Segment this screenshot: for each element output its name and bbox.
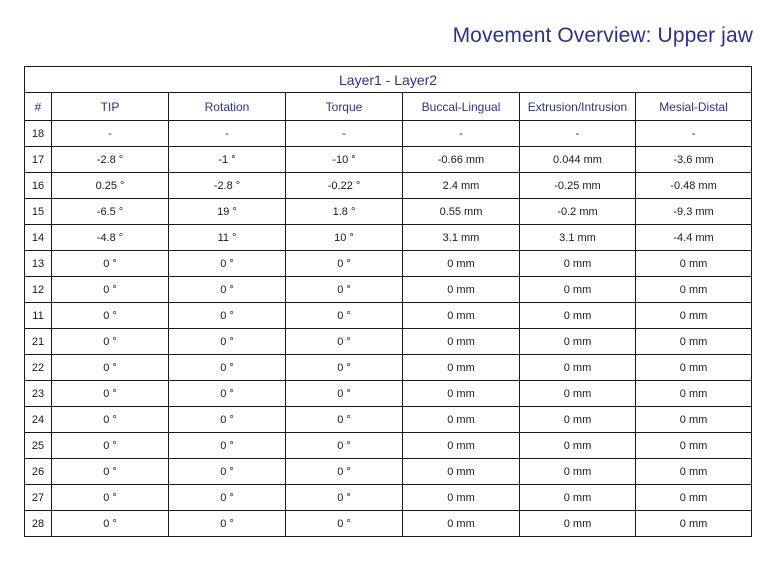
tip-cell: 0 ° xyxy=(52,407,169,433)
rotation-cell: 0 ° xyxy=(169,355,286,381)
torque-cell: 0 ° xyxy=(286,459,403,485)
tooth-number-cell: 14 xyxy=(25,225,52,251)
mesial-distal-cell: 0 mm xyxy=(636,355,752,381)
extrusion-intrusion-cell: 0 mm xyxy=(520,459,636,485)
buccal-lingual-cell: 0 mm xyxy=(403,303,520,329)
extrusion-intrusion-cell: 0 mm xyxy=(520,303,636,329)
tip-cell: 0 ° xyxy=(52,329,169,355)
rotation-cell: 0 ° xyxy=(169,303,286,329)
rotation-cell: 0 ° xyxy=(169,511,286,537)
mesial-distal-cell: 0 mm xyxy=(636,459,752,485)
tooth-number-cell: 21 xyxy=(25,329,52,355)
layer-title: Layer1 - Layer2 xyxy=(25,67,752,93)
buccal-lingual-cell: -0.66 mm xyxy=(403,147,520,173)
tooth-number-cell: 17 xyxy=(25,147,52,173)
extrusion-intrusion-cell: 0 mm xyxy=(520,355,636,381)
rotation-cell: 11 ° xyxy=(169,225,286,251)
column-header-torque: Torque xyxy=(286,93,403,121)
buccal-lingual-cell: - xyxy=(403,121,520,147)
rotation-cell: 0 ° xyxy=(169,407,286,433)
rotation-cell: -1 ° xyxy=(169,147,286,173)
tooth-number-cell: 15 xyxy=(25,199,52,225)
buccal-lingual-cell: 0 mm xyxy=(403,381,520,407)
column-header-rotation: Rotation xyxy=(169,93,286,121)
torque-cell: 10 ° xyxy=(286,225,403,251)
tip-cell: 0 ° xyxy=(52,511,169,537)
column-header-mesial-distal: Mesial-Distal xyxy=(636,93,752,121)
torque-cell: 0 ° xyxy=(286,381,403,407)
table-row xyxy=(25,147,752,173)
tooth-number-cell: 13 xyxy=(25,251,52,277)
torque-cell: 1.8 ° xyxy=(286,199,403,225)
tip-cell: 0.25 ° xyxy=(52,173,169,199)
tooth-number-cell: 16 xyxy=(25,173,52,199)
table-row xyxy=(25,485,752,511)
mesial-distal-cell: 0 mm xyxy=(636,511,752,537)
rotation-cell: 19 ° xyxy=(169,199,286,225)
table-row xyxy=(25,121,752,147)
extrusion-intrusion-cell: 0 mm xyxy=(520,433,636,459)
table-row xyxy=(25,173,752,199)
tooth-number-cell: 23 xyxy=(25,381,52,407)
tooth-number-cell: 12 xyxy=(25,277,52,303)
rotation-cell: 0 ° xyxy=(169,329,286,355)
table-row xyxy=(25,225,752,251)
table-row xyxy=(25,433,752,459)
page-title: Movement Overview: Upper jaw xyxy=(452,24,753,47)
extrusion-intrusion-cell: 0 mm xyxy=(520,277,636,303)
mesial-distal-cell: - xyxy=(636,121,752,147)
table-row xyxy=(25,355,752,381)
table-row xyxy=(25,381,752,407)
table-row xyxy=(25,511,752,537)
extrusion-intrusion-cell: 0 mm xyxy=(520,511,636,537)
extrusion-intrusion-cell: 0 mm xyxy=(520,251,636,277)
table-row xyxy=(25,303,752,329)
torque-cell: -0.22 ° xyxy=(286,173,403,199)
rotation-cell: 0 ° xyxy=(169,381,286,407)
torque-cell: 0 ° xyxy=(286,485,403,511)
tooth-number-cell: 22 xyxy=(25,355,52,381)
torque-cell: 0 ° xyxy=(286,511,403,537)
tooth-number-cell: 24 xyxy=(25,407,52,433)
column-header-row xyxy=(25,93,752,121)
tooth-number-cell: 26 xyxy=(25,459,52,485)
torque-cell: 0 ° xyxy=(286,277,403,303)
torque-cell: 0 ° xyxy=(286,433,403,459)
rotation-cell: - xyxy=(169,121,286,147)
mesial-distal-cell: -9.3 mm xyxy=(636,199,752,225)
table-row xyxy=(25,199,752,225)
buccal-lingual-cell: 0 mm xyxy=(403,277,520,303)
tip-cell: 0 ° xyxy=(52,433,169,459)
mesial-distal-cell: 0 mm xyxy=(636,381,752,407)
rotation-cell: -2.8 ° xyxy=(169,173,286,199)
buccal-lingual-cell: 0 mm xyxy=(403,251,520,277)
extrusion-intrusion-cell: 3.1 mm xyxy=(520,225,636,251)
table-row xyxy=(25,407,752,433)
torque-cell: 0 ° xyxy=(286,329,403,355)
extrusion-intrusion-cell: 0.044 mm xyxy=(520,147,636,173)
torque-cell: -10 ° xyxy=(286,147,403,173)
torque-cell: - xyxy=(286,121,403,147)
extrusion-intrusion-cell: 0 mm xyxy=(520,381,636,407)
tip-cell: 0 ° xyxy=(52,251,169,277)
mesial-distal-cell: 0 mm xyxy=(636,277,752,303)
column-header-number: # xyxy=(25,93,52,121)
tooth-number-cell: 28 xyxy=(25,511,52,537)
tip-cell: - xyxy=(52,121,169,147)
buccal-lingual-cell: 0 mm xyxy=(403,355,520,381)
extrusion-intrusion-cell: -0.2 mm xyxy=(520,199,636,225)
table-body xyxy=(25,121,752,537)
mesial-distal-cell: 0 mm xyxy=(636,485,752,511)
torque-cell: 0 ° xyxy=(286,407,403,433)
buccal-lingual-cell: 0 mm xyxy=(403,329,520,355)
table-row xyxy=(25,251,752,277)
rotation-cell: 0 ° xyxy=(169,277,286,303)
column-header-extrusion-intrusion: Extrusion/Intrusion xyxy=(520,93,636,121)
buccal-lingual-cell: 2.4 mm xyxy=(403,173,520,199)
torque-cell: 0 ° xyxy=(286,251,403,277)
tip-cell: 0 ° xyxy=(52,355,169,381)
buccal-lingual-cell: 0.55 mm xyxy=(403,199,520,225)
movement-table xyxy=(24,66,752,537)
column-header-tip: TIP xyxy=(52,93,169,121)
tip-cell: 0 ° xyxy=(52,303,169,329)
column-header-buccal-lingual: Buccal-Lingual xyxy=(403,93,520,121)
buccal-lingual-cell: 0 mm xyxy=(403,459,520,485)
table-row xyxy=(25,459,752,485)
buccal-lingual-cell: 0 mm xyxy=(403,511,520,537)
mesial-distal-cell: 0 mm xyxy=(636,407,752,433)
tip-cell: -2.8 ° xyxy=(52,147,169,173)
mesial-distal-cell: 0 mm xyxy=(636,251,752,277)
torque-cell: 0 ° xyxy=(286,355,403,381)
torque-cell: 0 ° xyxy=(286,303,403,329)
tip-cell: -4.8 ° xyxy=(52,225,169,251)
tooth-number-cell: 25 xyxy=(25,433,52,459)
tip-cell: 0 ° xyxy=(52,459,169,485)
rotation-cell: 0 ° xyxy=(169,251,286,277)
extrusion-intrusion-cell: 0 mm xyxy=(520,329,636,355)
extrusion-intrusion-cell: 0 mm xyxy=(520,407,636,433)
extrusion-intrusion-cell: - xyxy=(520,121,636,147)
buccal-lingual-cell: 0 mm xyxy=(403,407,520,433)
buccal-lingual-cell: 0 mm xyxy=(403,485,520,511)
tooth-number-cell: 27 xyxy=(25,485,52,511)
mesial-distal-cell: 0 mm xyxy=(636,329,752,355)
buccal-lingual-cell: 0 mm xyxy=(403,433,520,459)
rotation-cell: 0 ° xyxy=(169,459,286,485)
tooth-number-cell: 18 xyxy=(25,121,52,147)
table-row xyxy=(25,277,752,303)
rotation-cell: 0 ° xyxy=(169,485,286,511)
mesial-distal-cell: 0 mm xyxy=(636,433,752,459)
tip-cell: -6.5 ° xyxy=(52,199,169,225)
tip-cell: 0 ° xyxy=(52,277,169,303)
mesial-distal-cell: -0.48 mm xyxy=(636,173,752,199)
buccal-lingual-cell: 3.1 mm xyxy=(403,225,520,251)
mesial-distal-cell: -4.4 mm xyxy=(636,225,752,251)
table-row xyxy=(25,329,752,355)
mesial-distal-cell: -3.6 mm xyxy=(636,147,752,173)
layer-title-row xyxy=(25,67,752,93)
tooth-number-cell: 11 xyxy=(25,303,52,329)
tip-cell: 0 ° xyxy=(52,381,169,407)
extrusion-intrusion-cell: -0.25 mm xyxy=(520,173,636,199)
extrusion-intrusion-cell: 0 mm xyxy=(520,485,636,511)
tip-cell: 0 ° xyxy=(52,485,169,511)
rotation-cell: 0 ° xyxy=(169,433,286,459)
mesial-distal-cell: 0 mm xyxy=(636,303,752,329)
